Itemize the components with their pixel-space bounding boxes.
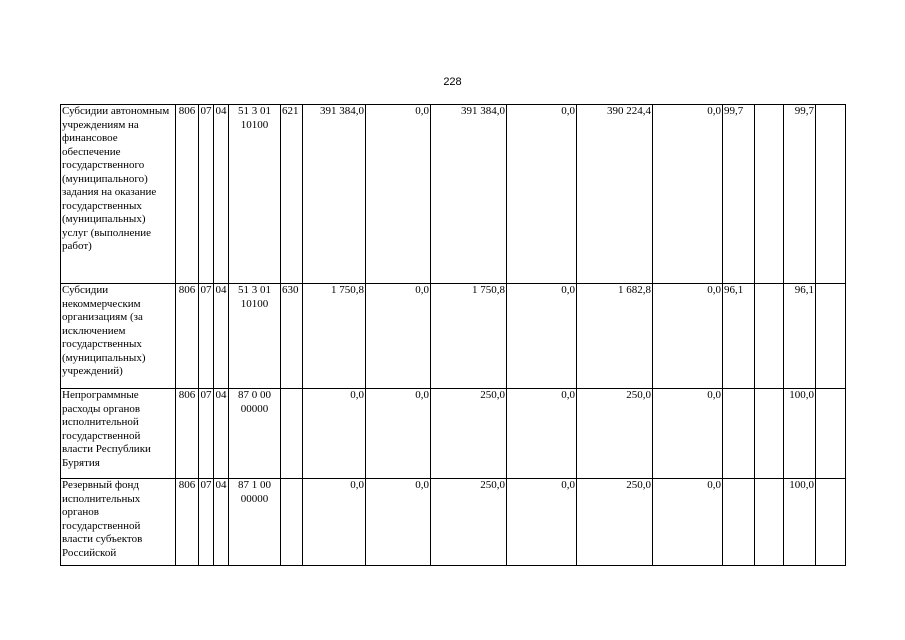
percent-1: [723, 389, 755, 479]
value-2: 0,0: [366, 105, 431, 284]
target-article-code-part2: 10100: [240, 297, 269, 310]
value-1: 391 384,0: [303, 105, 366, 284]
subsection-code: 04: [214, 479, 229, 566]
target-article-code: [229, 105, 281, 284]
table-row: [61, 389, 846, 479]
section-code: 07: [199, 479, 214, 566]
section-code: 07: [199, 105, 214, 284]
value-5: 250,0: [577, 479, 653, 566]
percent-2: [755, 389, 784, 479]
value-6: 0,0: [653, 389, 723, 479]
value-4: 0,0: [507, 479, 577, 566]
row-name: Субсидии некоммерческим организациям (за исключением государственных (муниципальных) учреждений): [61, 284, 176, 389]
value-5: 250,0: [577, 389, 653, 479]
budget-table: [60, 104, 846, 566]
value-1: 0,0: [303, 389, 366, 479]
target-article-code: [229, 389, 281, 479]
ved-code: 806: [176, 105, 199, 284]
ved-code: 806: [176, 479, 199, 566]
subsection-code: 04: [214, 389, 229, 479]
table-row: [61, 479, 846, 566]
row-name: Непрограммные расходы органов исполнительной государственной власти Республики Бурятия: [61, 389, 176, 479]
percent-2: [755, 479, 784, 566]
ved-code: 806: [176, 389, 199, 479]
expense-type-code: [281, 479, 303, 566]
value-6: 0,0: [653, 479, 723, 566]
row-name: Резервный фонд исполнительных органов государственной власти субъектов Российской: [61, 479, 176, 566]
target-article-code-part2: 10100: [240, 118, 269, 131]
value-5: 1 682,8: [577, 284, 653, 389]
value-2: 0,0: [366, 479, 431, 566]
target-article-code-part1: 51 3 01: [238, 105, 271, 117]
percent-3: 100,0: [784, 479, 816, 566]
expense-type-code: [281, 389, 303, 479]
value-2: 0,0: [366, 284, 431, 389]
value-5: 390 224,4: [577, 105, 653, 284]
percent-4: [816, 284, 846, 389]
expense-type-code: 630: [281, 284, 303, 389]
table-row: [61, 105, 846, 284]
percent-4: [816, 105, 846, 284]
target-article-code-part1: 87 0 00: [238, 389, 271, 401]
percent-3: 96,1: [784, 284, 816, 389]
target-article-code-part1: 51 3 01: [238, 284, 271, 296]
percent-2: [755, 284, 784, 389]
percent-4: [816, 389, 846, 479]
row-name: Субсидии автономным учреждениям на финансовое обеспечение государственного (муниципального) задания на оказание государственных (муниципальных) услуг (выполнение работ): [61, 105, 176, 284]
section-code: 07: [199, 284, 214, 389]
target-article-code-part2: 00000: [240, 402, 269, 415]
value-3: 391 384,0: [431, 105, 507, 284]
value-4: 0,0: [507, 389, 577, 479]
value-4: 0,0: [507, 105, 577, 284]
value-6: 0,0: [653, 284, 723, 389]
value-2: 0,0: [366, 389, 431, 479]
expense-type-code: 621: [281, 105, 303, 284]
value-3: 1 750,8: [431, 284, 507, 389]
percent-3: 100,0: [784, 389, 816, 479]
percent-1: 99,7: [723, 105, 755, 284]
percent-4: [816, 479, 846, 566]
table-row: [61, 284, 846, 389]
page-number: 228: [443, 76, 462, 88]
target-article-code: [229, 479, 281, 566]
value-1: 0,0: [303, 479, 366, 566]
percent-1: [723, 479, 755, 566]
value-3: 250,0: [431, 479, 507, 566]
subsection-code: 04: [214, 105, 229, 284]
target-article-code: [229, 284, 281, 389]
percent-3: 99,7: [784, 105, 816, 284]
percent-2: [755, 105, 784, 284]
section-code: 07: [199, 389, 214, 479]
value-6: 0,0: [653, 105, 723, 284]
value-1: 1 750,8: [303, 284, 366, 389]
value-3: 250,0: [431, 389, 507, 479]
percent-1: 96,1: [723, 284, 755, 389]
ved-code: 806: [176, 284, 199, 389]
target-article-code-part2: 00000: [240, 492, 269, 505]
target-article-code-part1: 87 1 00: [238, 479, 271, 491]
subsection-code: 04: [214, 284, 229, 389]
value-4: 0,0: [507, 284, 577, 389]
